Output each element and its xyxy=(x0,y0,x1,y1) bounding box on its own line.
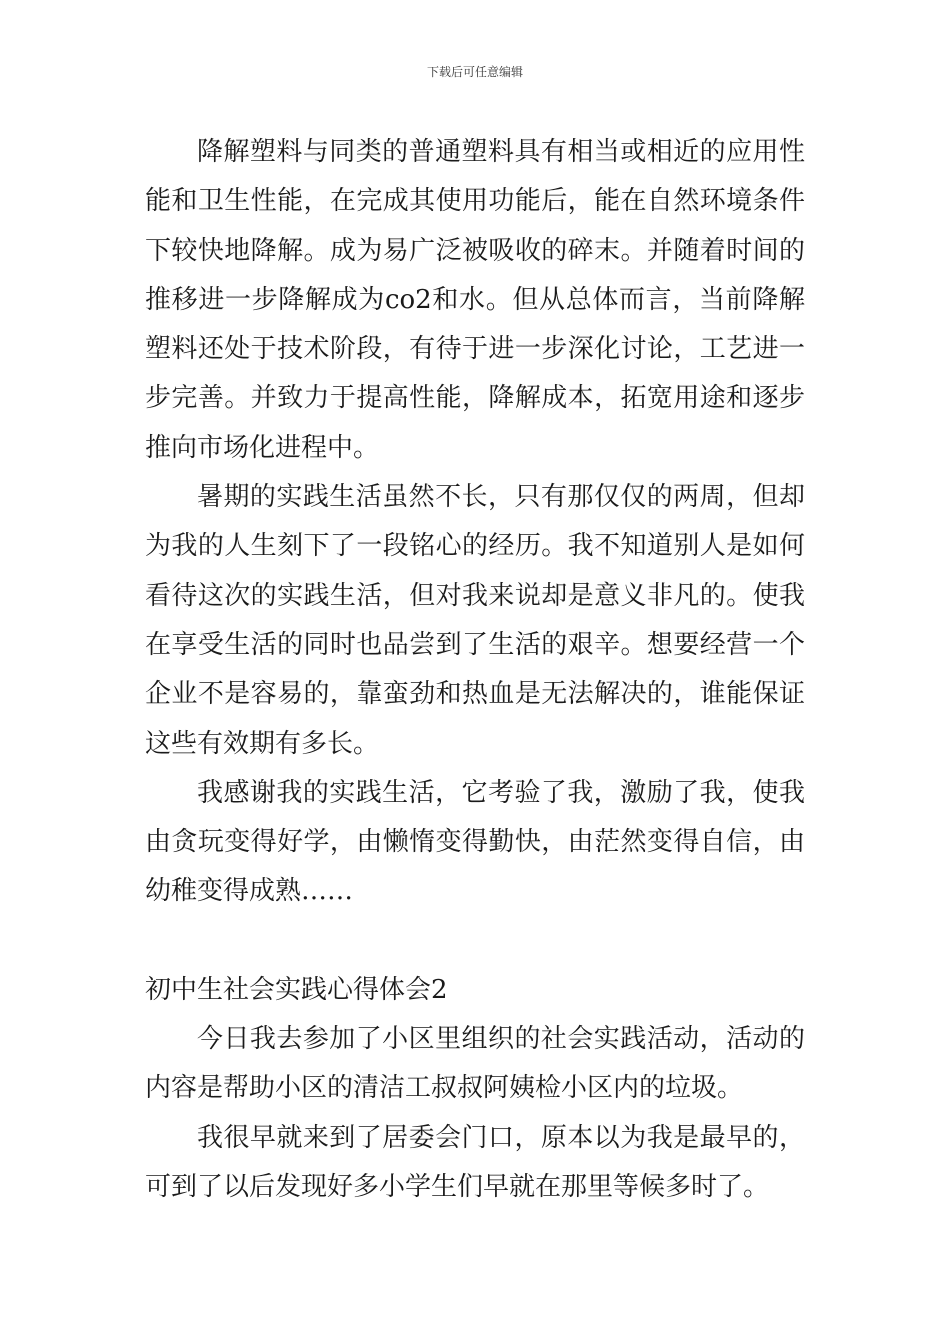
document-body xyxy=(145,128,805,1212)
paragraph-summer-practice: 暑期的实践生活虽然不长，只有那仅仅的两周，但却为我的人生刻下了一段铭心的经历。我不知道别人是如何看待这次的实践生活，但对我来说却是意义非凡的。使我在享受生活的同时也品尝到了生活的艰辛。想要经营一个企业不是容易的，靠蛮劲和热血是无法解决的，谁能保证这些有效期有多长。 xyxy=(145,482,805,759)
paragraph-community-activity: 今日我去参加了小区里组织的社会实践活动，活动的内容是帮助小区的清洁工叔叔阿姨检小区内的垃圾。 xyxy=(145,1024,805,1104)
section-title: 初中生社会实践心得体会2 xyxy=(145,974,448,1005)
page-header: 下载后可任意编辑 xyxy=(426,65,523,79)
paragraph-arrival: 我很早就来到了居委会门口，原本以为我是最早的，可到了以后发现好多小学生们早就在那里等候多时了。 xyxy=(145,1122,805,1202)
paragraph-gratitude: 我感谢我的实践生活，它考验了我，激励了我，使我由贪玩变得好学，由懒惰变得勤快，由茫然变得自信，由幼稚变得成熟…… xyxy=(145,777,805,907)
paragraph-degradable-plastics: 降解塑料与同类的普通塑料具有相当或相近的应用性能和卫生性能，在完成其使用功能后，能在自然环境条件下较快地降解。成为易广泛被吸收的碎末。并随着时间的推移进一步降解成为co2和水。但从总体而言，当前降解塑料还处于技术阶段，有待于进一步深化讨论，工艺进一步完善。并致力于提高性能，降解成本，拓宽用途和逐步推向市场化进程中。 xyxy=(145,137,805,463)
section-spacer xyxy=(145,917,805,966)
